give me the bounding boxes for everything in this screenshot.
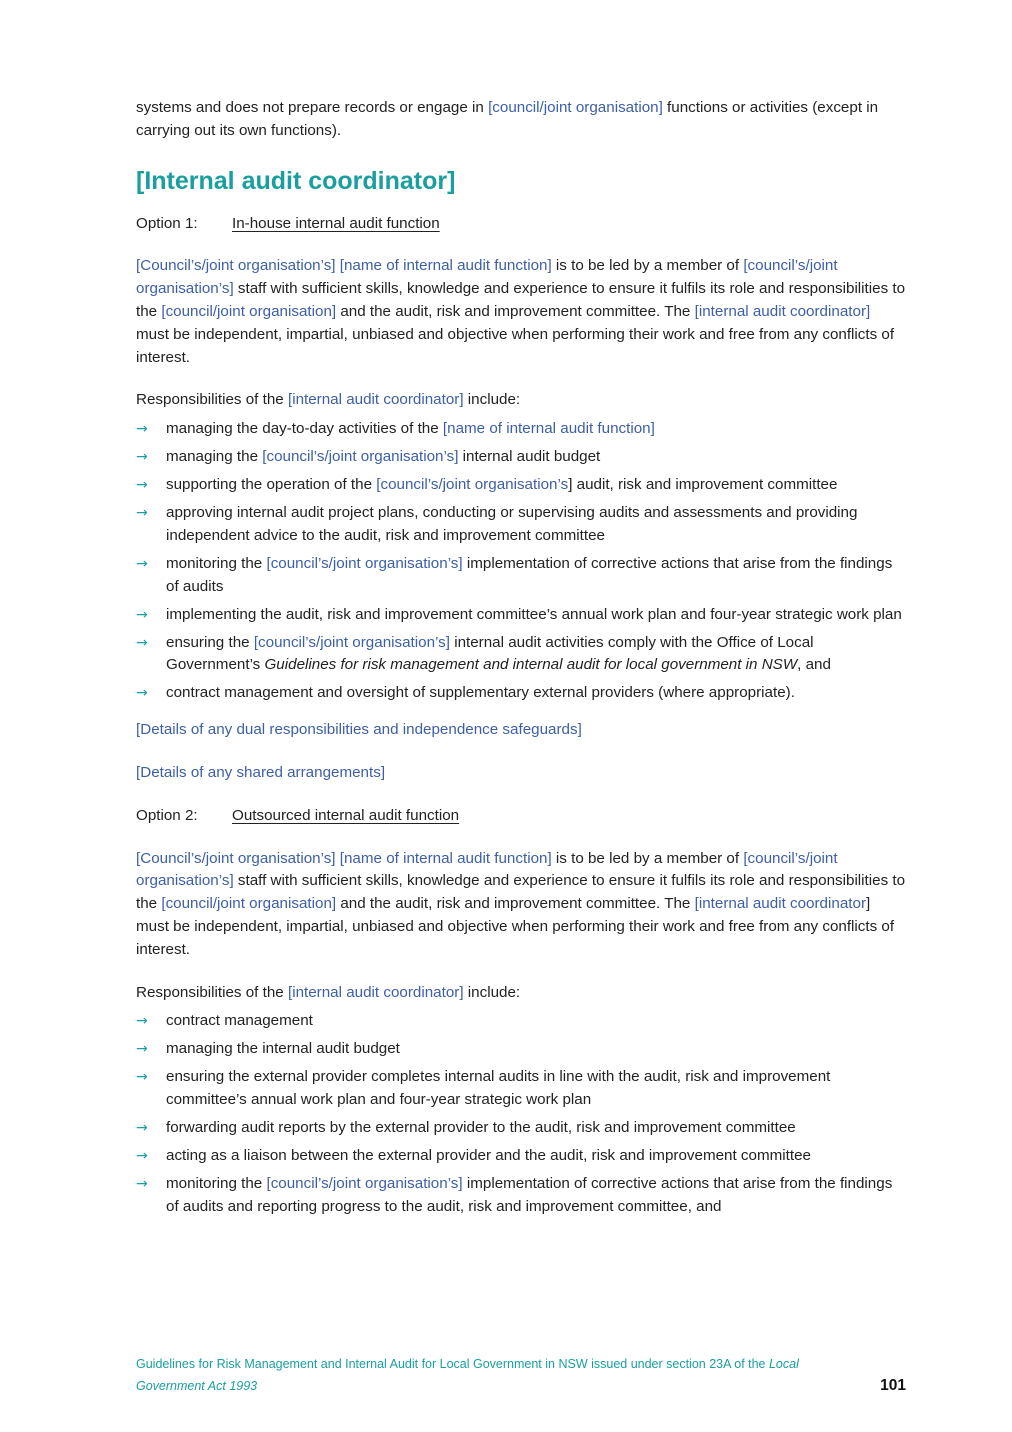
placeholder-text: [internal audit coordinator] bbox=[287, 391, 464, 409]
section-heading: [Internal audit coordinator] bbox=[136, 166, 456, 195]
arrow-bullet-icon: → bbox=[136, 606, 148, 623]
body-text: Responsibilities of the bbox=[136, 391, 288, 409]
arrow-bullet-icon: → bbox=[136, 634, 148, 651]
option1-responsibilities-intro bbox=[136, 389, 906, 412]
option2-paragraph bbox=[136, 848, 906, 962]
arrow-bullet-icon: → bbox=[136, 477, 148, 494]
option1-title: In-house internal audit function bbox=[232, 214, 440, 232]
option2-heading bbox=[136, 805, 906, 828]
page-number: 101 bbox=[880, 1377, 906, 1394]
option1-label: Option 1: bbox=[136, 214, 198, 232]
arrow-bullet-icon: → bbox=[136, 505, 148, 522]
intro-text-end: functions or activities (except in carrying out its own functions). bbox=[136, 99, 879, 139]
list-item bbox=[136, 1173, 906, 1219]
body-text: include: bbox=[463, 391, 521, 409]
intro-text: systems and does not prepare records or engage in bbox=[136, 99, 489, 116]
footer-text: Guidelines for Risk Management and Internal Audit for Local Government in NSW issued under section 23A of the bbox=[136, 1357, 769, 1371]
arrow-bullet-icon: → bbox=[136, 685, 148, 702]
list-item bbox=[136, 682, 906, 705]
item-text: forwarding audit reports by the external provider to the audit, risk and improvement committee bbox=[166, 1119, 796, 1137]
arrow-bullet-icon: → bbox=[136, 449, 148, 466]
option2-title: Outsourced internal audit function bbox=[232, 806, 460, 824]
arrow-bullet-icon: → bbox=[136, 1148, 148, 1165]
list-item bbox=[136, 502, 906, 548]
option2-responsibilities-intro bbox=[136, 982, 906, 1005]
body-text: staff with sufficient skills, knowledge and experience to ensure it fulfils its role and responsibilities to the bbox=[136, 872, 906, 913]
body-text: include: bbox=[463, 983, 521, 1001]
footer-act-title: Local Government Act 1993 bbox=[136, 1357, 799, 1393]
placeholder-text: [council’s/joint organisation’s] bbox=[136, 849, 838, 890]
item-emphasis: Guidelines for risk management and internal audit for local government in NSW bbox=[264, 656, 798, 674]
option2-responsibilities-list bbox=[136, 1010, 906, 1218]
arrow-bullet-icon: → bbox=[136, 421, 148, 438]
placeholder-text: [council’s/joint organisation’s] bbox=[136, 257, 838, 298]
placeholder-text: [name of internal audit function] bbox=[339, 849, 552, 867]
placeholder-text: [name of internal audit function] bbox=[442, 420, 655, 438]
document-page bbox=[136, 97, 906, 1224]
body-text: is to be led by a member of bbox=[551, 849, 744, 867]
item-text: internal audit activities comply with the Office of Local Government’s bbox=[166, 633, 814, 674]
option1-paragraph bbox=[136, 255, 906, 369]
list-item bbox=[136, 418, 906, 441]
arrow-bullet-icon: → bbox=[136, 1069, 148, 1086]
item-text: acting as a liaison between the external provider and the audit, risk and improvement committee bbox=[166, 1147, 811, 1165]
option1-heading bbox=[136, 213, 906, 236]
item-text: , and bbox=[797, 656, 831, 674]
list-item bbox=[136, 1010, 906, 1033]
item-text: approving internal audit project plans, conducting or supervising audits and assessments and providing independent advice to the audit, risk and improvement committee bbox=[166, 504, 858, 544]
placeholder-text: [name of internal audit function] bbox=[339, 257, 552, 275]
list-item bbox=[136, 632, 906, 678]
placeholder-text: [council/joint organisation] bbox=[161, 895, 337, 913]
item-text: contract management and oversight of supplementary external providers (where appropriate). bbox=[166, 684, 795, 702]
item-text: managing the day-to-day activities of the bbox=[166, 420, 443, 438]
option1-responsibilities-list bbox=[136, 418, 906, 705]
body-text: staff with sufficient skills, knowledge and experience to ensure it fulfils its role and responsibilities to the bbox=[136, 280, 906, 320]
page-footer bbox=[136, 1353, 906, 1397]
item-text: managing the bbox=[166, 448, 263, 466]
item-text: contract management bbox=[166, 1012, 313, 1030]
footer-citation bbox=[136, 1353, 856, 1397]
shared-arrangements-placeholder: [Details of any shared arrangements] bbox=[136, 764, 386, 782]
arrow-bullet-icon: → bbox=[136, 1041, 148, 1058]
body-text: is to be led by a member of bbox=[551, 257, 744, 275]
placeholder-text: [council’s/joint organisation’s] bbox=[262, 448, 459, 466]
placeholder-text: [Council’s/joint organisation’s] bbox=[136, 849, 336, 867]
item-text: implementation of corrective actions that arise from the findings of audits bbox=[166, 554, 893, 595]
item-text: managing the internal audit budget bbox=[166, 1040, 400, 1058]
item-text: ] audit, risk and improvement committee bbox=[568, 476, 838, 494]
list-item bbox=[136, 604, 906, 627]
body-text: and the audit, risk and improvement committee. The bbox=[336, 895, 695, 913]
arrow-bullet-icon: → bbox=[136, 1013, 148, 1030]
item-text: monitoring the bbox=[166, 554, 267, 572]
dual-responsibilities-placeholder: [Details of any dual responsibilities and independence safeguards] bbox=[136, 721, 582, 739]
intro-paragraph bbox=[136, 97, 906, 143]
list-item bbox=[136, 1038, 906, 1061]
body-text: and the audit, risk and improvement committee. The bbox=[336, 302, 695, 320]
placeholder-text: [internal audit coordinator] bbox=[694, 302, 871, 320]
body-text: ] must be independent, impartial, unbiased and objective when performing their work and free from any conflicts of interest. bbox=[136, 895, 895, 958]
placeholder-text: [council’s/joint organisation’s] bbox=[266, 1175, 463, 1193]
arrow-bullet-icon: → bbox=[136, 555, 148, 572]
list-item bbox=[136, 474, 906, 497]
item-text: supporting the operation of the bbox=[166, 476, 377, 494]
placeholder-text: [internal audit coordinator] bbox=[287, 983, 464, 1001]
placeholder-text: [council/joint organisation] bbox=[488, 99, 663, 116]
item-text: implementing the audit, risk and improvement committee’s annual work plan and four-year strategic work plan bbox=[166, 605, 902, 623]
placeholder-text: [council’s/joint organisation’s bbox=[376, 476, 569, 494]
list-item bbox=[136, 553, 906, 599]
item-text: implementation of corrective actions that arise from the findings of audits and reporting progress to the audit, risk and improvement committee, and bbox=[166, 1175, 893, 1215]
placeholder-text: [council/joint organisation] bbox=[161, 302, 337, 320]
arrow-bullet-icon: → bbox=[136, 1120, 148, 1137]
list-item bbox=[136, 1117, 906, 1140]
arrow-bullet-icon: → bbox=[136, 1176, 148, 1193]
item-text: ensuring the external provider completes internal audits in line with the audit, risk and improvement committee’s annual work plan and four-year strategic work plan bbox=[166, 1068, 831, 1109]
option2-label: Option 2: bbox=[136, 806, 198, 824]
item-text: ensuring the bbox=[166, 633, 254, 651]
item-text: monitoring the bbox=[166, 1175, 267, 1193]
list-item bbox=[136, 1145, 906, 1168]
placeholder-text: [Council’s/joint organisation’s] bbox=[136, 257, 336, 275]
placeholder-text: [council’s/joint organisation’s] bbox=[266, 554, 463, 572]
placeholder-text: [internal audit coordinator bbox=[694, 895, 866, 913]
list-item bbox=[136, 446, 906, 469]
body-text: must be independent, impartial, unbiased and objective when performing their work and free from any conflicts of interest. bbox=[136, 325, 895, 366]
list-item bbox=[136, 1066, 906, 1112]
item-text: internal audit budget bbox=[458, 448, 601, 466]
body-text: Responsibilities of the bbox=[136, 983, 288, 1001]
placeholder-text: [council’s/joint organisation’s] bbox=[253, 633, 450, 651]
